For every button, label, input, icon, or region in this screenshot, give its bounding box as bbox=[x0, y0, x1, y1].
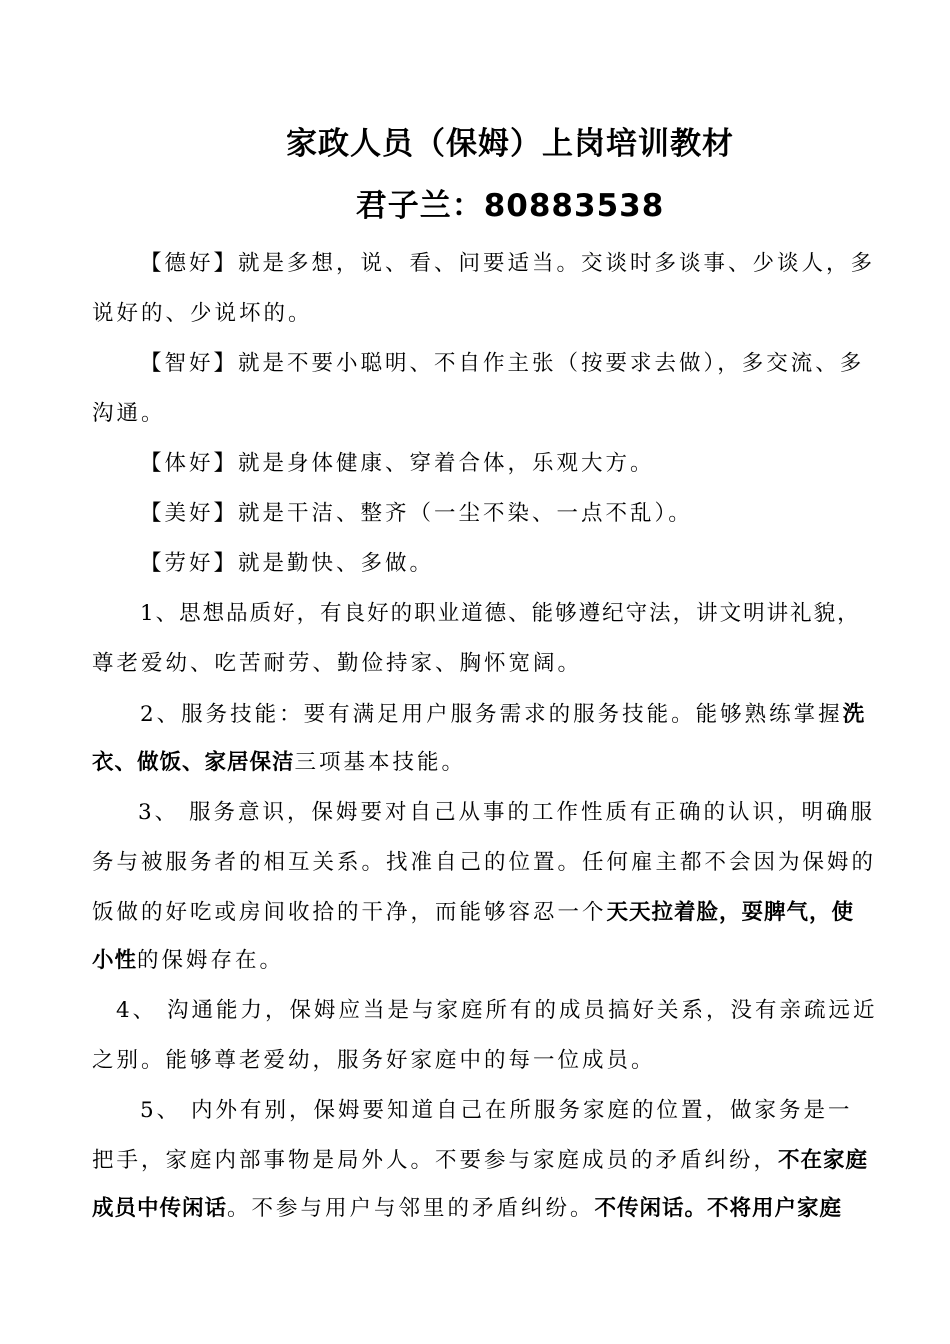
text-line: 务与被服务者的相互关系。找准自己的位置。任何雇主都不会因为保姆的 bbox=[92, 850, 877, 875]
text-line: 【美好】就是干洁、整齐（一尘不染、一点不乱）。 bbox=[140, 501, 693, 526]
document-title: 家政人员（保姆）上岗培训教材 bbox=[286, 126, 734, 162]
bold-text: 小性 bbox=[92, 948, 138, 973]
text-line: 4、 沟通能力，保姆应当是与家庭所有的成员搞好关系，没有亲疏远近 bbox=[116, 998, 878, 1023]
bold-text: 不传闲话。不将用户家庭 bbox=[594, 1196, 843, 1221]
text-run: 把手，家庭内部事物是局外人。不要参与家庭成员的矛盾纠纷， bbox=[92, 1148, 779, 1173]
bold-text: 成员中传闲话 bbox=[92, 1196, 228, 1221]
text-line: 1、思想品质好，有良好的职业道德、能够遵纪守法，讲文明讲礼貌， bbox=[140, 601, 861, 626]
text-line bbox=[92, 898, 854, 928]
text-run: 。不参与用户与邻里的矛盾纠纷。 bbox=[227, 1196, 595, 1221]
text-run: 2、服务技能：要有满足用户服务需求的服务技能。能够熟练掌握 bbox=[140, 702, 843, 727]
text-line bbox=[92, 1194, 842, 1224]
text-line: 沟通。 bbox=[92, 401, 166, 426]
text-run: 的保姆存在。 bbox=[137, 948, 285, 973]
text-run: 饭做的好吃或房间收拾的干净，而能够容忍一个 bbox=[92, 900, 607, 925]
bold-text: 天天拉着脸，耍脾气，使 bbox=[606, 900, 855, 925]
text-line: 之别。能够尊老爱幼，服务好家庭中的每一位成员。 bbox=[92, 1048, 656, 1073]
bold-text: 洗 bbox=[842, 702, 866, 727]
text-line bbox=[92, 748, 466, 778]
bold-text: 衣、做饭、家居保洁 bbox=[92, 750, 295, 775]
text-line bbox=[92, 1146, 868, 1176]
text-line: 5、 内外有别，保姆要知道自己在所服务家庭的位置，做家务是一 bbox=[140, 1098, 853, 1123]
text-line: 尊老爱幼、吃苦耐劳、勤俭持家、胸怀宽阔。 bbox=[92, 651, 583, 676]
text-run: 三项基本技能。 bbox=[294, 750, 467, 775]
text-line: 【德好】就是多想，说、看、问要适当。交谈时多谈事、少谈人，多 bbox=[140, 251, 876, 276]
text-line: 【体好】就是身体健康、穿着合体，乐观大方。 bbox=[140, 451, 655, 476]
text-line: 3、 服务意识，保姆要对自己从事的工作性质有正确的认识，明确服 bbox=[138, 800, 876, 825]
bold-text: 不在家庭 bbox=[778, 1148, 869, 1173]
text-line: 说好的、少说坏的。 bbox=[92, 301, 313, 326]
text-line bbox=[140, 700, 865, 730]
text-line: 【智好】就是不要小聪明、不自作主张（按要求去做），多交流、多 bbox=[140, 351, 865, 376]
text-line: 【劳好】就是勤快、多做。 bbox=[140, 551, 435, 576]
contact-subtitle: 君子兰：80883538 bbox=[355, 188, 665, 224]
text-line bbox=[92, 946, 284, 976]
